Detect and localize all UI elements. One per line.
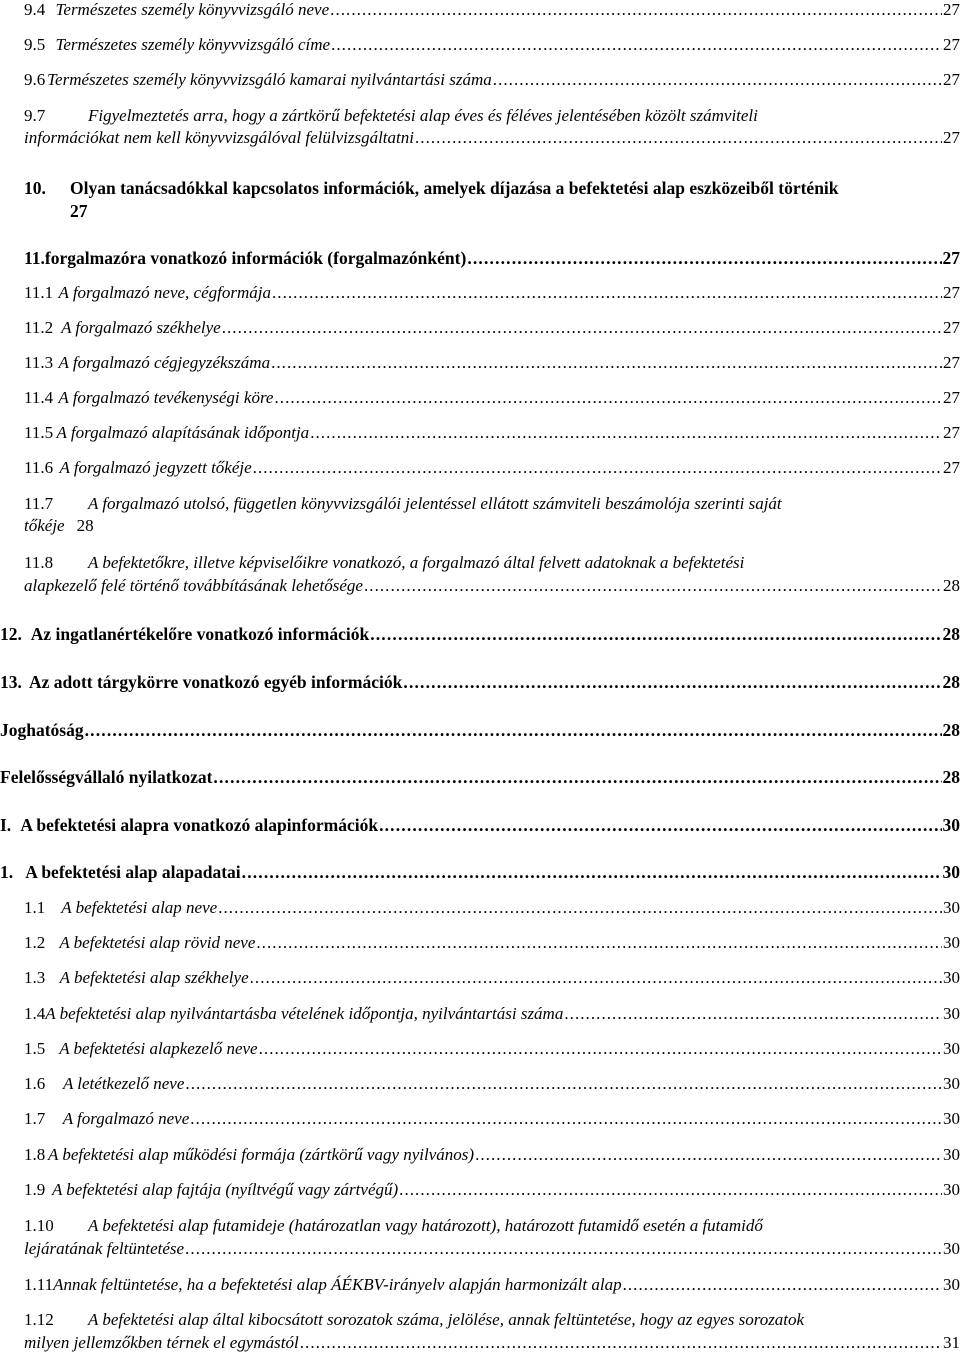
toc-entry-line	[24, 1333, 960, 1353]
toc-page-number: 27	[943, 0, 960, 19]
dot-leader	[190, 1109, 942, 1129]
toc-page-number: 27	[943, 458, 960, 477]
toc-entry-line	[24, 576, 960, 596]
toc-title-line-2: információkat nem kell könyvvizsgálóval felülvizsgáltatni	[24, 128, 414, 147]
dot-leader	[85, 720, 942, 741]
toc-entry-1-2[interactable]	[24, 933, 960, 953]
toc-title: A befektetési alap székhelye	[59, 968, 249, 987]
toc-number: 1.6	[24, 1074, 46, 1093]
dot-leader	[330, 0, 942, 20]
toc-number: 11.8	[24, 553, 54, 572]
toc-page-number: 30	[943, 1004, 960, 1023]
toc-page-number: 30	[943, 1275, 960, 1294]
toc-number: 1.4	[24, 1004, 46, 1023]
dot-leader	[331, 35, 942, 55]
toc-page-number: 30	[943, 1145, 960, 1164]
toc-entry-1-11[interactable]	[24, 1275, 960, 1295]
toc-title: A forgalmazó tevékenységi köre	[58, 388, 274, 407]
toc-title: Olyan tanácsadókkal kapcsolatos információk, amelyek díjazása a befektetési alap eszközeiből történik	[70, 178, 839, 198]
toc-title: A forgalmazó székhelye	[61, 318, 221, 337]
toc-entry-1[interactable]	[0, 862, 960, 883]
dot-leader	[274, 388, 942, 408]
toc-entry-11-3[interactable]	[24, 353, 960, 373]
toc-title: A forgalmazó alapításának időpontja	[56, 423, 310, 442]
dot-leader	[415, 128, 942, 148]
dot-leader	[185, 1074, 942, 1094]
toc-entry-line	[70, 201, 88, 222]
dot-leader	[364, 576, 942, 596]
toc-number: 11.5	[24, 423, 54, 442]
toc-title: A befektetési alapra vonatkozó alapinformációk	[20, 815, 379, 835]
dot-leader	[399, 1180, 942, 1200]
toc-number: I.	[0, 815, 12, 835]
toc-title: Felelősségvállaló nyilatkozat	[0, 767, 213, 787]
toc-title: Természetes személy könyvvizsgáló címe	[55, 35, 331, 54]
toc-number: 1.7	[24, 1109, 46, 1128]
toc-number: 11.2	[24, 318, 54, 337]
toc-entry-11-1[interactable]	[24, 283, 960, 303]
toc-number: 9.6	[24, 70, 46, 89]
dot-leader	[253, 458, 942, 478]
toc-number: 1.2	[24, 933, 46, 952]
toc-entry-1-4[interactable]	[24, 1004, 960, 1024]
toc-page-number: 27	[943, 70, 960, 89]
toc-number: 11.7	[24, 494, 54, 513]
toc-title: Az ingatlanértékelőre vonatkozó információk	[30, 624, 370, 644]
dot-leader	[242, 862, 942, 883]
toc-number: 12.	[0, 624, 22, 644]
toc-title-line-1: Figyelmeztetés arra, hogy a zártkörű befektetési alap éves és féléves jelentésében közölt számviteli	[88, 106, 758, 125]
toc-page-number: 30	[943, 1074, 960, 1093]
toc-page-number: 27	[942, 248, 960, 268]
dot-leader	[403, 672, 941, 693]
toc-page-number: 27	[943, 388, 960, 407]
toc-number: 11.6	[24, 458, 54, 477]
toc-page-number: 27	[943, 353, 960, 372]
toc-entry-13[interactable]	[0, 672, 960, 693]
toc-number: 1.1	[24, 898, 46, 917]
toc-number: 10.	[24, 178, 46, 198]
toc-entry-1-6[interactable]	[24, 1074, 960, 1094]
toc-entry-felelossegvallalo[interactable]	[0, 767, 960, 788]
toc-title: A befektetési alap neve	[61, 898, 218, 917]
dot-leader	[213, 767, 941, 788]
toc-entry-line	[24, 553, 960, 573]
toc-page-number: 30	[942, 862, 960, 882]
dot-leader	[493, 70, 942, 90]
dot-leader	[370, 624, 941, 645]
toc-title: A forgalmazó cégjegyzékszáma	[58, 353, 271, 372]
toc-number: 1.	[0, 862, 14, 882]
toc-entry-1-7[interactable]	[24, 1109, 960, 1129]
toc-number: 1.8	[24, 1145, 46, 1164]
toc-page-number: 27	[943, 128, 960, 147]
toc-entry-12[interactable]	[0, 624, 960, 645]
toc-number: 1.10	[24, 1216, 54, 1235]
toc-title: A befektetési alap fajtája (nyíltvégű vagy zártvégű)	[51, 1180, 399, 1199]
toc-page-number: 30	[942, 815, 960, 835]
toc-page-number: 30	[943, 1109, 960, 1128]
toc-page-number: 27	[943, 35, 960, 54]
toc-title: A befektetési alap működési formája (zártkörű vagy nyilvános)	[48, 1145, 475, 1164]
toc-entry-line	[24, 494, 960, 514]
toc-entry-line	[24, 106, 960, 126]
toc-number: 13.	[0, 672, 22, 692]
toc-number: 1.5	[24, 1039, 46, 1058]
dot-leader	[256, 933, 942, 953]
toc-title: A letétkezelő neve	[62, 1074, 185, 1093]
toc-title-line-1: A befektetési alap által kibocsátott sorozatok száma, jelölése, annak feltüntetése, hogy az egyes sorozatok	[88, 1310, 805, 1329]
dot-leader	[379, 815, 941, 836]
dot-leader	[300, 1333, 942, 1353]
toc-title-line-2: tőkéje	[24, 516, 65, 535]
toc-title-line-1: A forgalmazó utolsó, független könyvvizsgálói jelentéssel ellátott számviteli beszámolója szerinti saját	[88, 494, 782, 513]
toc-entry-line	[24, 1216, 960, 1236]
toc-entry-1-1[interactable]	[24, 898, 960, 918]
toc-page-number: 31	[943, 1333, 960, 1352]
toc-entry-line	[24, 178, 960, 199]
dot-leader	[185, 1239, 942, 1259]
toc-entry-11-5[interactable]	[24, 423, 960, 443]
toc-title-line-2: lejáratának feltüntetése	[24, 1239, 185, 1258]
toc-entry-line	[24, 516, 960, 536]
toc-entry-11-6[interactable]	[24, 458, 960, 478]
toc-title: A befektetési alapkezelő neve	[59, 1039, 258, 1058]
toc-entry-11-4[interactable]	[24, 388, 960, 408]
toc-title: forgalmazóra vonatkozó információk (forgalmazónként)	[44, 248, 467, 268]
toc-entry-1-5[interactable]	[24, 1039, 960, 1059]
toc-page-number: 30	[943, 898, 960, 917]
toc-number: 11.3	[24, 353, 54, 372]
dot-leader	[475, 1145, 942, 1165]
toc-page-number: 27	[943, 318, 960, 337]
dot-leader	[218, 898, 942, 918]
toc-title: Természetes személy könyvvizsgáló kamarai nyilvántartási száma	[47, 70, 492, 89]
toc-entry-1-3[interactable]	[24, 968, 960, 988]
toc-entry-line	[24, 1239, 960, 1259]
dot-leader	[271, 353, 942, 373]
toc-entry-1-8[interactable]	[24, 1145, 960, 1165]
toc-number: 1.11	[24, 1275, 54, 1294]
toc-entry-line	[24, 128, 960, 148]
toc-title: A forgalmazó neve	[62, 1109, 190, 1128]
toc-entry-I[interactable]	[0, 815, 960, 836]
toc-title: A befektetési alap alapadatai	[25, 862, 241, 882]
toc-page-number: 30	[943, 968, 960, 987]
toc-page-number: 27	[943, 423, 960, 442]
toc-entry-line	[24, 1310, 960, 1330]
toc-page-number: 30	[943, 1239, 960, 1258]
dot-leader	[623, 1275, 942, 1295]
toc-title: A forgalmazó jegyzett tőkéje	[59, 458, 252, 477]
dot-leader	[250, 968, 942, 988]
toc-entry-11[interactable]	[24, 248, 960, 269]
toc-entry-9-4[interactable]	[24, 0, 960, 20]
toc-page-number: 28	[76, 516, 94, 535]
toc-number: 1.12	[24, 1310, 54, 1329]
toc-page-number: 28	[942, 624, 960, 644]
toc-title: Annak feltüntetése, ha a befektetési alap ÁÉKBV-irányelv alapján harmonizált alap	[53, 1275, 622, 1294]
toc-page-number: 28	[943, 576, 960, 595]
toc-number: 1.3	[24, 968, 46, 987]
toc-page-number: 28	[942, 720, 960, 740]
toc-entry-1-9[interactable]	[24, 1180, 960, 1200]
toc-title: A forgalmazó neve, cégformája	[58, 283, 271, 302]
toc-number: 11.	[24, 248, 45, 268]
toc-page-number: 27	[70, 201, 88, 221]
toc-number: 9.7	[24, 106, 46, 125]
toc-page-number: 28	[942, 767, 960, 787]
toc-title: A befektetési alap rövid neve	[59, 933, 256, 952]
toc-title-line-1: A befektetőkre, illetve képviselőikre vonatkozó, a forgalmazó által felvett adatoknak a befektetési	[88, 553, 745, 572]
toc-entry-9-6[interactable]	[24, 70, 960, 90]
toc-page-number: 30	[943, 933, 960, 952]
dot-leader	[259, 1039, 942, 1059]
toc-number: 11.4	[24, 388, 54, 407]
toc-title-line-2: milyen jellemzőkben térnek el egymástól	[24, 1333, 299, 1352]
dot-leader	[272, 283, 942, 303]
toc-page-number: 28	[942, 672, 960, 692]
toc-title: Joghatóság	[0, 720, 84, 740]
toc-entry-11-2[interactable]	[24, 318, 960, 338]
toc-number: 11.1	[24, 283, 54, 302]
dot-leader	[467, 248, 941, 269]
dot-leader	[310, 423, 942, 443]
toc-entry-joghatosag[interactable]	[0, 720, 960, 741]
toc-title-line-1: A befektetési alap futamideje (határozatlan vagy határozott), határozott futamidő esetén a futamidő	[88, 1216, 763, 1235]
toc-title: A befektetési alap nyilvántartásba vételének időpontja, nyilvántartási száma	[45, 1004, 564, 1023]
toc-title: Természetes személy könyvvizsgáló neve	[55, 0, 330, 19]
dot-leader	[222, 318, 942, 338]
dot-leader	[564, 1004, 942, 1024]
toc-number: 9.5	[24, 35, 46, 54]
toc-number: 1.9	[24, 1180, 46, 1199]
toc-title-line-2: alapkezelő felé történő továbbításának lehetősége	[24, 576, 363, 595]
toc-entry-9-5[interactable]	[24, 35, 960, 55]
toc-page-number: 30	[943, 1039, 960, 1058]
toc-number: 9.4	[24, 0, 46, 19]
toc-title: Az adott tárgykörre vonatkozó egyéb információk	[28, 672, 403, 692]
toc-page-number: 30	[943, 1180, 960, 1199]
toc-page-number: 27	[943, 283, 960, 302]
